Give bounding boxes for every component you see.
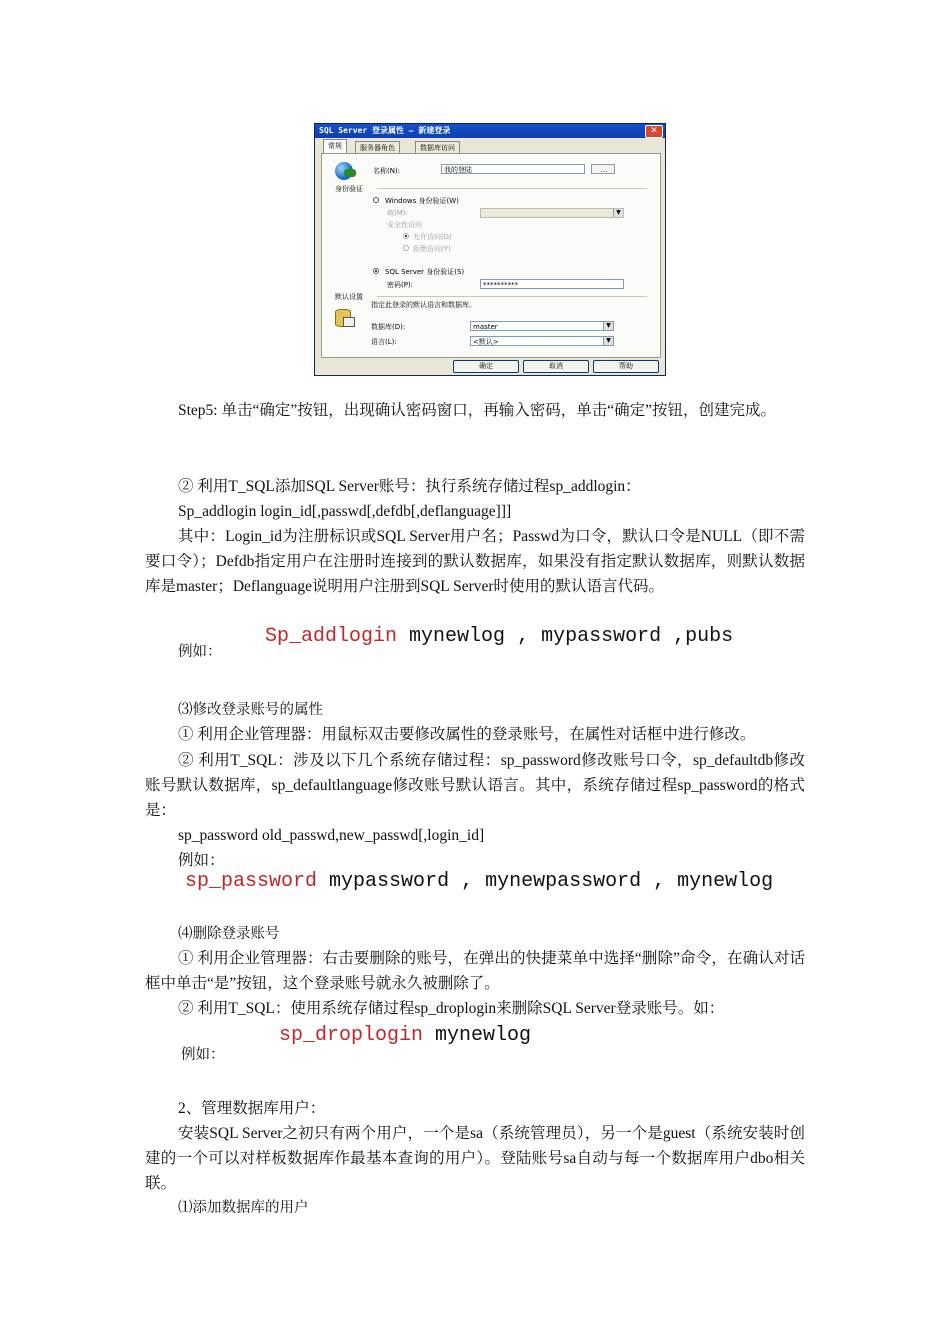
close-icon[interactable]: ✕: [645, 125, 663, 138]
example-label-2: 例如：: [178, 852, 225, 869]
allow-access-label: 允许访问(G): [413, 233, 452, 241]
name-label: 名称(N):: [373, 167, 401, 175]
example-2: [185, 870, 773, 893]
language-select[interactable]: [470, 336, 614, 346]
language-value: <默认>: [473, 338, 499, 346]
deny-access-label: 拒绝访问(Y): [413, 245, 451, 253]
login-properties-dialog: [314, 123, 666, 376]
example-1-command: Sp_addlogin: [265, 625, 398, 648]
step5-paragraph: Step5: 单击“确定”按钮，出现确认密码窗口，再输入密码，单击“确定”按钮，创建完成。: [178, 402, 777, 419]
deny-access-radio[interactable]: [403, 245, 409, 251]
defaults-description: 指定此登录的默认语言和数据库。: [371, 301, 476, 309]
tab-database-access[interactable]: 数据库访问: [415, 141, 460, 154]
example-1-args: mynewlog , mypassword ,pubs: [409, 625, 734, 648]
login-globe-icon: [335, 162, 353, 180]
tab-server-roles[interactable]: 服务器角色: [355, 141, 400, 154]
database-select[interactable]: [470, 321, 614, 331]
section-4-item-1: ① 利用企业管理器：右击要删除的账号，在弹出的快捷菜单中选择“删除”命令，在确认对话框中单击“是”按钮，这个登录账号就永久被删除了。: [145, 950, 805, 992]
example-2-command: sp_password: [185, 870, 318, 893]
name-input[interactable]: 我的登陆: [441, 164, 585, 174]
section-4-title: ⑷删除登录账号: [178, 926, 280, 942]
ok-button[interactable]: 确定: [453, 360, 519, 373]
section-3-title: ⑶修改登录账号的属性: [178, 702, 323, 718]
sql-auth-radio[interactable]: [373, 268, 379, 274]
chevron-down-icon: ▼: [603, 322, 613, 330]
windows-auth-label: Windows 身份验证(W): [385, 197, 459, 205]
name-browse-button[interactable]: ...: [591, 164, 615, 174]
section-2-title: 2、管理数据库用户：: [178, 1100, 326, 1117]
password-label: 密码(P):: [387, 281, 414, 289]
language-label: 语言(L):: [371, 338, 397, 346]
defaults-divider: [377, 296, 647, 297]
domain-label: 域(M):: [387, 209, 408, 217]
chevron-down-icon: ▼: [613, 209, 623, 217]
defaults-heading: 默认设置: [335, 293, 363, 301]
auth-heading: 身份验证: [335, 185, 363, 193]
password-input[interactable]: **********: [480, 279, 624, 289]
security-access-label: 安全性访问: [387, 221, 422, 229]
windows-auth-radio[interactable]: [373, 197, 379, 203]
sql-auth-label: SQL Server 身份验证(S): [385, 268, 465, 276]
example-label-3: 例如：: [181, 1047, 225, 1063]
cancel-button[interactable]: 取消: [523, 360, 589, 373]
database-value: master: [473, 323, 498, 331]
help-button[interactable]: 帮助: [593, 360, 659, 373]
auth-divider: [377, 188, 647, 189]
allow-access-radio[interactable]: [403, 233, 409, 239]
section-3-item-2: ② 利用T_SQL：涉及以下几个系统存储过程：sp_password修改账号口令，sp_defaultdb修改账号默认数据库，sp_defaultlanguage修改账号默认语言。其中，系统存储过程sp_password的格式是：: [145, 752, 805, 819]
example-2-args: mypassword , mynewpassword , mynewlog: [329, 870, 774, 893]
syntax-addlogin: Sp_addlogin login_id[,passwd[,defdb[,deflanguage]]]: [178, 503, 512, 520]
section-3-item-1: ① 利用企业管理器：用鼠标双击要修改属性的登录账号，在属性对话框中进行修改。: [178, 726, 756, 743]
chevron-down-icon: ▼: [603, 337, 613, 345]
dialog-title: SQL Server 登录属性 — 新建登录: [315, 124, 665, 138]
database-label: 数据库(D):: [371, 323, 406, 331]
example-label-1: 例如：: [178, 644, 222, 660]
syntax-password: sp_password old_passwd,new_passwd[,login_id]: [178, 827, 485, 844]
section-2-body: 安装SQL Server之初只有两个用户，一个是sa（系统管理员），另一个是guest（系统安装时创建的一个可以对样板数据库作最基本查询的用户）。登陆账号sa自动与每一个数据库用户dbo相关联。: [145, 1125, 805, 1192]
section-2-item-1: ⑴添加数据库的用户: [178, 1200, 309, 1216]
example-3-command: sp_droplogin: [279, 1024, 424, 1047]
example-3: [279, 1024, 531, 1047]
database-icon: [335, 307, 353, 327]
example-3-args: mynewlog: [435, 1024, 532, 1047]
domain-select[interactable]: [480, 208, 624, 218]
example-1: [265, 625, 733, 648]
tsql-add-paragraph: ② 利用T_SQL添加SQL Server账号：执行系统存储过程sp_addlogin：: [178, 478, 641, 495]
addlogin-explanation: 其中：Login_id为注册标识或SQL Server用户名；Passwd为口令，默认口令是NULL（即不需要口令）；Defdb指定用户在注册时连接到的默认数据库，如果没有指定默认数据库，则默认数据库是master；Deflanguage说明用户注册到SQL Server时使用的默认语言代码。: [145, 528, 805, 595]
section-4-item-2: ② 利用T_SQL：使用系统存储过程sp_droplogin来删除SQL Server登录账号。如：: [178, 1000, 725, 1017]
tab-general[interactable]: 常规: [323, 139, 347, 154]
